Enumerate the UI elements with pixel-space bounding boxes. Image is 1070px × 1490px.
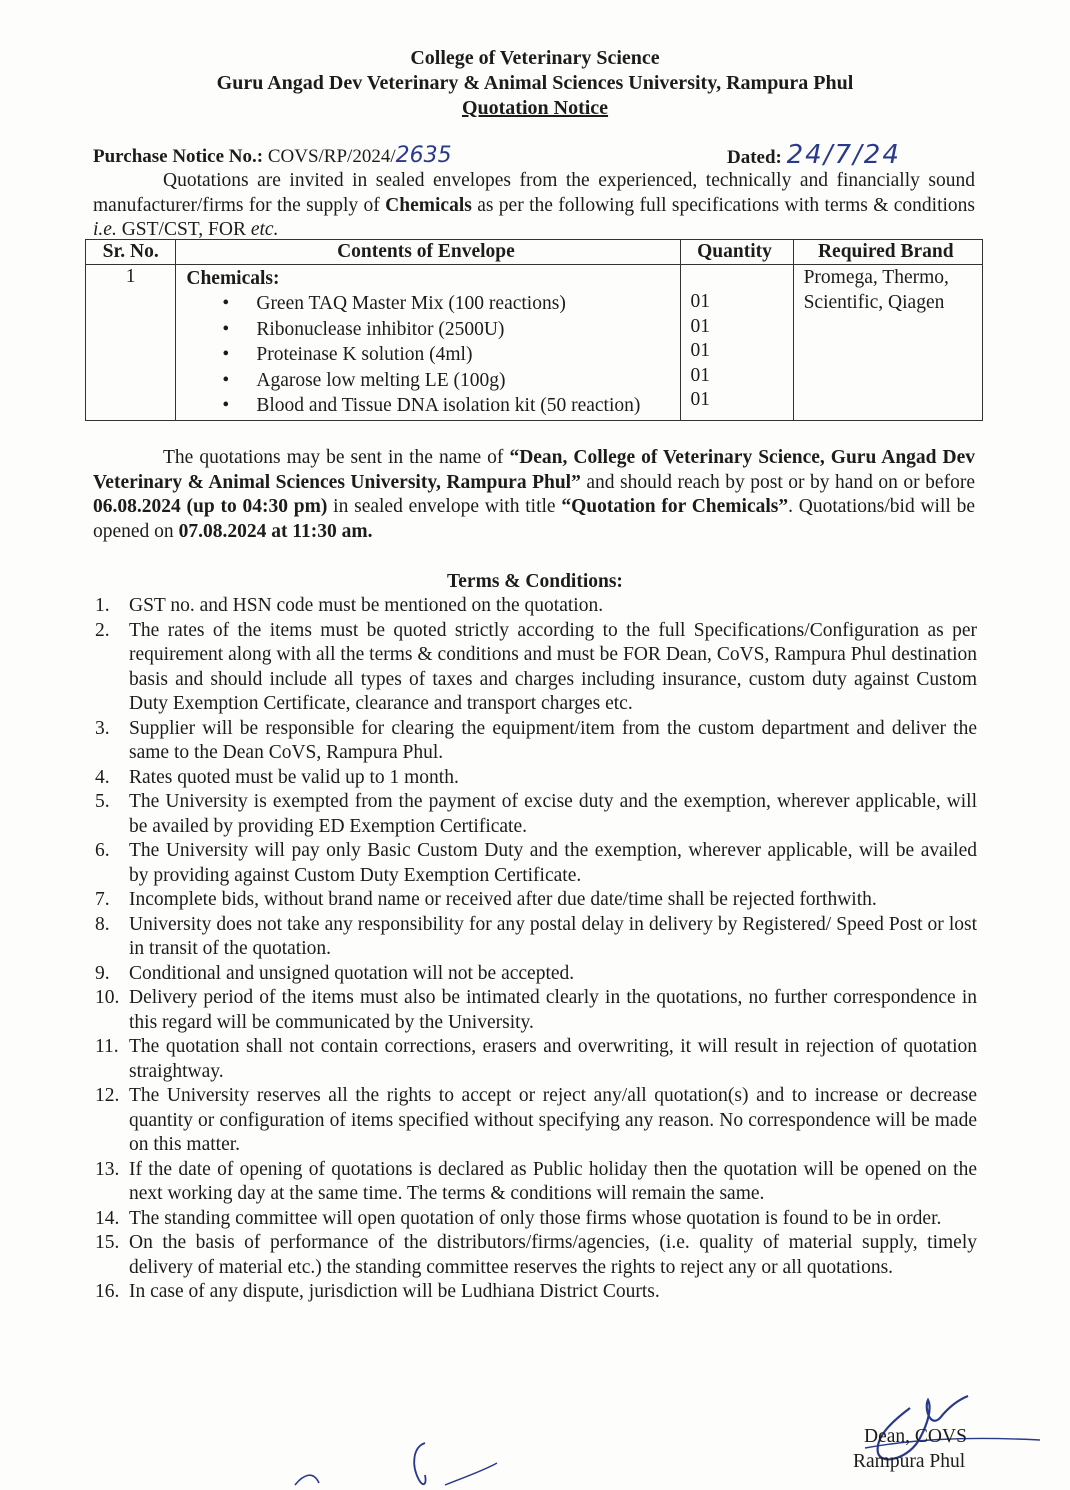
term-number: 16. [95, 1281, 120, 1302]
term-item [93, 1035, 977, 1084]
term-text: Delivery period of the items must also be intimated clearly in the quotations, no further correspondence in this regard will be communicated by the University. [129, 987, 977, 1033]
list-item: • Green TAQ Master Mix (100 reactions) [256, 291, 678, 317]
cell-quantity [680, 265, 793, 421]
term-item [93, 839, 977, 888]
term-text: The quotation shall not contain corrections, erasers and overwriting, it will result in rejection of quotation straightway. [129, 1036, 977, 1082]
term-number: 5. [95, 791, 110, 812]
col-header-sr-no: Sr. No. [86, 240, 176, 265]
terms-title: Terms & Conditions: [447, 571, 623, 592]
term-text: If the date of opening of quotations is declared as Public holiday then the quotation will be opened on the next working day at the same time. The terms & conditions will remain the same. [129, 1158, 977, 1204]
intro-paragraph: Quotations are invited in sealed envelopes from the experienced, technically and financially sound manufacturer/firms for the supply of Chemicals as per the following full specifications with terms & conditions i.e. GST/CST, FOR etc. [93, 170, 975, 240]
term-number: 9. [95, 962, 110, 984]
term-text: The University reserves all the rights to accept or reject any/all quotation(s) and to increase or decrease quantity or configuration of items specified without specifying any reason. No correspondence will be made on this matter. [129, 1085, 977, 1155]
term-item [93, 790, 977, 839]
term-text: In case of any dispute, jurisdiction will be Ludhiana District Courts. [129, 1281, 660, 1302]
term-item [93, 888, 977, 913]
term-text: Incomplete bids, without brand name or received after due date/time shall be rejected forthwith. [129, 889, 877, 910]
term-text: GST no. and HSN code must be mentioned on the quotation. [129, 595, 604, 616]
terms-list [93, 594, 977, 1305]
table-header-row [86, 240, 983, 265]
term-number: 10. [95, 987, 120, 1008]
term-item [93, 1084, 977, 1158]
term-item [93, 913, 977, 962]
cell-contents [176, 265, 680, 421]
item-list [186, 291, 678, 419]
quantity-value: 01 [690, 315, 710, 337]
col-header-contents: Contents of Envelope [176, 240, 680, 265]
term-number: 8. [95, 913, 110, 935]
quantity-value: 01 [690, 389, 710, 410]
term-item [93, 1280, 977, 1305]
signatory-title: Dean, COVS [864, 1426, 967, 1447]
quantity-value: 01 [690, 364, 710, 386]
term-item [93, 986, 977, 1035]
signatory-place: Rampura Phul [853, 1451, 966, 1472]
handwritten-date: 24/7/24 [786, 140, 901, 170]
handwritten-notice-number: 2635 [395, 143, 452, 168]
quantity-value: 01 [690, 291, 710, 312]
table-row [86, 265, 983, 421]
term-number: 4. [95, 766, 110, 788]
initials-scribble [285, 1435, 505, 1490]
term-number: 11. [95, 1036, 119, 1057]
term-text: Supplier will be responsible for clearing the equipment/item from the custom department and deliver the same to the Dean CoVS, Rampura Phul. [129, 717, 977, 763]
notice-date [727, 140, 901, 170]
cell-brand [793, 265, 982, 421]
notice-title: Quotation Notice [461, 97, 609, 119]
term-text: Conditional and unsigned quotation will not be accepted. [129, 962, 575, 984]
purchase-notice-number [93, 143, 452, 168]
term-number: 15. [95, 1232, 120, 1253]
category-label: Chemicals: [186, 268, 280, 289]
required-brand: Promega, Thermo, Scientific, Qiagen [803, 267, 949, 313]
purchase-notice-label: Purchase Notice No.: [93, 146, 264, 167]
term-text: University does not take any responsibility for any postal delay in delivery by Registered/ Speed Post or lost in transit of the quotation. [129, 913, 977, 959]
list-item: • Ribonuclease inhibitor (2500U) [256, 317, 678, 343]
term-item [93, 1231, 977, 1280]
term-text: The rates of the items must be quoted strictly according to the full Specifications/Configuration as per requirement along with all the terms & conditions and must be FOR Dean, CoVS, Rampura Phul destination basis and should include all types of taxes and charges including insurance, custom duty against Custom Duty Exemption Certificate, clearance and transport charges etc. [129, 619, 977, 714]
submission-paragraph: The quotations may be sent in the name of “Dean, College of Veterinary Science, Guru Angad Dev Veterinary & Animal Sciences University, Rampura Phul” and should reach by post or by hand on or before 06.08.2024 (up to 04:30 pm) in sealed envelope with title “Quotation for Chemicals”. Quotations/bid will be opened on 07.08.2024 at 11:30 am. [93, 447, 975, 542]
term-number: 7. [95, 889, 110, 910]
term-text: The University will pay only Basic Custom Duty and the exemption, wherever applicable, will be availed by providing against Custom Duty Exemption Certificate. [129, 840, 977, 886]
purchase-notice-value: COVS/RP/2024/ [267, 146, 396, 167]
term-item [93, 766, 977, 791]
term-number: 13. [95, 1158, 120, 1180]
col-header-brand: Required Brand [793, 240, 982, 265]
term-text: The University is exempted from the payment of excise duty and the exemption, wherever applicable, will be availed by providing ED Exemption Certificate. [129, 791, 977, 837]
quantity-value: 01 [690, 340, 710, 361]
list-item: • Agarose low melting LE (100g) [256, 368, 678, 394]
dated-label: Dated: [727, 147, 782, 168]
term-item [93, 1207, 977, 1232]
term-item [93, 619, 977, 717]
cell-sr-no: 1 [86, 265, 176, 421]
term-number: 14. [95, 1207, 120, 1229]
term-item [93, 1158, 977, 1207]
term-text: On the basis of performance of the distributors/firms/agencies, (i.e. quality of material supply, timely delivery of material etc.) the standing committee reserves the rights to reject any or all quotations. [129, 1232, 977, 1278]
term-text: The standing committee will open quotation of only those firms whose quotation is found to be in order. [129, 1207, 942, 1229]
university-name: Guru Angad Dev Veterinary & Animal Sciences University, Rampura Phul [216, 72, 854, 94]
term-number: 6. [95, 840, 110, 861]
list-item: • Blood and Tissue DNA isolation kit (50 reaction) [256, 393, 678, 419]
specification-table [85, 239, 983, 421]
term-number: 2. [95, 619, 110, 641]
term-number: 3. [95, 717, 110, 739]
term-item [93, 962, 977, 987]
term-number: 1. [95, 595, 110, 616]
list-item: • Proteinase K solution (4ml) [256, 342, 678, 368]
col-header-quantity: Quantity [680, 240, 793, 265]
college-name: College of Veterinary Science [410, 47, 660, 69]
term-item [93, 717, 977, 766]
term-item [93, 594, 977, 619]
term-text: Rates quoted must be valid up to 1 month. [129, 766, 459, 788]
term-number: 12. [95, 1085, 120, 1106]
